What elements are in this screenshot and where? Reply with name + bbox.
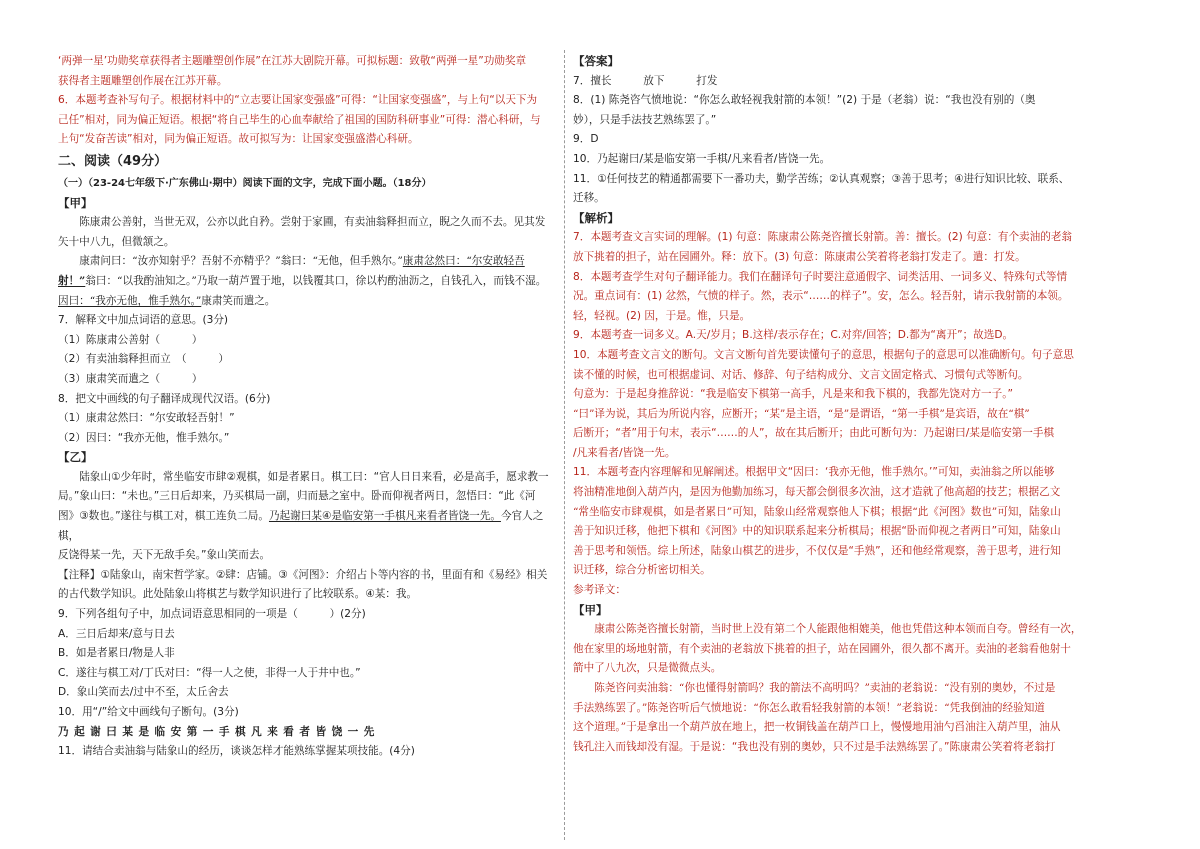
intro-line: ‘两弹一星’功勋奖章获得者主题雕塑创作展”在江苏大剧院开幕。可拟标题：致敬“两弹一星”功勋奖章 (58, 55, 527, 67)
analysis-10-line: 读不懂的时候，也可根据虚词、对话、修辞、句子结构成分、文言文固定格式、习惯句式等断句。 (573, 368, 1029, 381)
passage-yi-line (58, 507, 556, 546)
analysis-8-line: 况。重点词有：(1) 忿然，气愤的样子。然，表示“……的样子”。安，怎么。轻吾射，请示我射箭的本领。 (573, 290, 1069, 303)
passage-jia-line (58, 292, 556, 312)
analysis-7-line: 7．本题考查文言实词的理解。(1) 句意：陈康肃公陈尧咨擅长射箭。善：擅长。(2) 句意：有个卖油的老翁 (573, 231, 1073, 244)
translation-line: 康肃公陈尧咨擅长射箭，当时世上没有第二个人能跟他相媲美，他也凭借这种本领而自夸。曾经有一次， (594, 623, 1082, 636)
underlined-sentence: 乃起谢曰某④是临安第一手棋凡来看者皆饶一先。 (268, 510, 501, 523)
underlined-sentence: 射！” (58, 274, 86, 287)
translation-jia-label: 【甲】 (573, 602, 608, 617)
answer-11-line: 11．①任何技艺的精通都需要下一番功夫，勤学苦练；②认真观察；③善于思考；④进行知识比较、联系、 (573, 172, 1070, 185)
question-9-option: A．三日后却来/意与日去 (58, 627, 175, 640)
analysis-10-line: 后断开；“者”用于句末，表示“……的人”，故在其后断开；由此可断句为：乃起谢曰/某是临安第一手棋 (573, 427, 1055, 440)
question-7: 7．解释文中加点词语的意思。(3分) (58, 314, 229, 327)
analysis-11-line: “常坐临安市肆观棋，如是者累日”可知，陆象山经常观察他人下棋；根据“此《河图》数也”可知，陆象山 (573, 505, 1061, 518)
passage-yi-line: 局。”象山曰：“未也。”三日后却来，乃买棋局一副，归而悬之室中。卧而仰视者两日，忽悟曰：“此《河 (58, 490, 536, 503)
translation-line: 陈尧咨问卖油翁：“你也懂得射箭吗？我的箭法不高明吗？”卖油的老翁说：“没有别的奥妙，不过是 (594, 682, 1056, 694)
analysis-8-line: 8．本题考查学生对句子翻译能力。我们在翻译句子时要注意通假字、词类活用、一词多义、特殊句式等情 (573, 270, 1068, 283)
question-9-option: B．如是者累日/物是人非 (58, 647, 175, 660)
analysis-10-line: “曰”译为说，其后为所说内容，应断开；“某”是主语，“是”是谓语，“第一手棋”是宾语，故在“棋” (573, 407, 1030, 420)
question-8: 8．把文中画线的句子翻译成现代汉语。(6分) (58, 392, 271, 405)
q6-explanation-line: 6．本题考查补写句子。根据材料中的“立志要让国家变强盛”可得：“让国家变强盛”，与上句“以天下为 (58, 94, 538, 107)
question-9: 9．下列各组句子中，加点词语意思相同的一项是（ ）(2分) (58, 608, 366, 621)
underlined-sentence: 因曰：“我亦无他，惟手熟尔。” (58, 294, 202, 307)
answer-10: 10．乃起谢曰/某是临安第一手棋/凡来看者/皆饶一先。 (573, 152, 831, 165)
question-7-item: （1）陈康肃公善射（ ） (58, 333, 203, 346)
analysis-10-line: 句意为：于是起身推辞说：“我是临安下棋第一高手，凡是来和我下棋的，我都先饶对方一子。” (573, 388, 1014, 401)
question-10-text: 乃起谢曰某是临安第一手棋凡来看者皆饶一先 (58, 725, 380, 738)
analysis-11-line: 善于知识迁移，他把下棋和《河图》中的知识联系起来分析棋局；根据“卧而仰视之者两日”可知，陆象山 (573, 525, 1061, 538)
reference-translation-label: 参考译文： (573, 584, 626, 597)
question-11: 11．请结合卖油翁与陆象山的经历，谈谈怎样才能熟练掌握某项技能。(4分) (58, 745, 415, 758)
translation-line: 这个道理。”于是拿出一个葫芦放在地上，把一枚铜钱盖在葫芦口上，慢慢地用油勺舀油注入葫芦里，油从 (573, 721, 1061, 734)
text-run: 陈康肃公笑着将老翁打 (949, 740, 1056, 753)
text-run: 康肃问曰：“汝亦知射乎？吾射不亦精乎？”翁曰：“无他，但手熟尔。” (79, 255, 403, 268)
q6-explanation-line: 上句“发奋苦读”相对，同为偏正短语。故可拟写为：让国家变强盛潜心科研。 (58, 133, 419, 146)
analysis-11-line: 识迁移，综合分析密切相关。 (573, 564, 711, 577)
section-title: 二、阅读（49分） (58, 153, 168, 169)
passage-jia-line: 矢十中八九，但微颔之。 (58, 235, 175, 248)
underlined-sentence: 康肃忿然曰：“尔安敢轻吾 (402, 255, 525, 268)
text-run: 康肃笑而遣之。 (201, 294, 276, 307)
answer-8-line: 8．(1) 陈尧咨气愤地说：“你怎么敢轻视我射箭的本领！”(2) 于是（老翁）说：“我也没有别的（奥 (573, 94, 1036, 107)
translation-line: 手法熟练罢了。”陈尧咨听后气愤地说：“你怎么敢看轻我射箭的本领！”老翁说：“凭我倒油的经验知道 (573, 701, 1045, 714)
analysis-11-line: 11．本题考查内容理解和见解阐述。根据甲文“因曰：‘我亦无他，惟手熟尔。’”可知，卖油翁之所以能够 (573, 466, 1055, 479)
question-9-option: D．象山笑而去/过中不至，太丘舍去 (58, 686, 229, 699)
analysis-11-line: 善于思考和领悟。综上所述，陆象山棋艺的进步，不仅仅是“手熟”，还和他经常观察，善于思考，进行知 (573, 544, 1061, 557)
analysis-8-line: 轻，轻视。(2) 因，于是。惟，只是。 (573, 309, 751, 322)
text-run: 今官人之棋， (58, 510, 544, 542)
question-7-item: （2）有卖油翁释担而立 （ ） (58, 353, 229, 366)
analysis-11-line: 将油精准地倒入葫芦内，是因为他勤加练习，每天都会倒很多次油，这才造就了他高超的技艺；根据乙文 (573, 486, 1061, 499)
right-column (573, 52, 1105, 757)
q6-explanation-line: 己任”相对，同为偏正短语。根据“将自己毕生的心血奉献给了祖国的国防科研事业”可得：潜心科研，与 (58, 113, 541, 126)
text-run: 翁曰：“以我酌油知之。”乃取一葫芦置于地，以钱覆其口，徐以杓酌油沥之，自钱孔入，而钱不湿。 (85, 274, 547, 287)
sub-title: （一）（23-24七年级下·广东佛山·期中）阅读下面的文字，完成下面小题。（18分） (58, 177, 432, 189)
passage-yi-label: 【乙】 (58, 450, 93, 465)
translation-line (573, 738, 1105, 758)
answer-label: 【答案】 (573, 54, 619, 68)
intro-line: 获得者主题雕塑创作展在江苏开幕。 (58, 74, 228, 87)
question-9-option: C．遂往与棋工对/丁氏对曰：“得一人之使，非得一人于井中也。” (58, 666, 361, 679)
left-column (58, 52, 556, 762)
passage-jia-line (58, 252, 556, 272)
passage-yi-line: 反饶得某一先，天下无敌手矣。”象山笑而去。 (58, 549, 271, 562)
translation-line: 他在家里的场地射箭，有个卖油的老翁放下挑着的担子，站在园圃外，很久都不离开。卖油的老翁看他射十 (573, 642, 1071, 655)
passage-jia-line (58, 272, 556, 292)
column-divider (564, 50, 565, 840)
passage-jia-label: 【甲】 (58, 195, 93, 210)
analysis-10-line: /凡来看者/皆饶一先。 (573, 446, 676, 459)
question-8-item: （2）因曰：“我亦无他，惟手熟尔。” (58, 431, 230, 444)
passage-jia-line: 陈康肃公善射，当世无双，公亦以此自矜。尝射于家圃，有卖油翁释担而立，睨之久而不去。见其发 (79, 216, 546, 229)
question-7-item: （3）康肃笑而遣之（ ） (58, 372, 203, 385)
translation-line: 箭中了八九次，只是微微点头。 (573, 662, 722, 675)
notes-line: 的古代数学知识。此处陆象山将棋艺与数学知识进行了比较联系。④某：我。 (58, 588, 418, 601)
answer-9: 9．D (573, 133, 599, 146)
analysis-10-line: 10．本题考查文言文的断句。文言文断句首先要读懂句子的意思，根据句子的意思可以准确断句。句子意思 (573, 348, 1074, 361)
answer-8-line: 妙），只是手法技艺熟练罢了。” (573, 113, 717, 126)
analysis-9: 9．本题考查一词多义。A.天/岁月；B.这样/表示存在；C.对弈/回答；D.都为“离开”；故选D。 (573, 329, 1014, 342)
analysis-7-line: 放下挑着的担子，站在园圃外。释：放下。(3) 句意：陈康肃公笑着将老翁打发走了。遣：打发。 (573, 250, 1026, 263)
question-10: 10．用“/”给文中画线句子断句。(3分) (58, 706, 239, 718)
passage-yi-line: 陆象山①少年时，常坐临安市肆②观棋，如是者累日。棋工曰：“官人日日来看，必是高手，愿求教一 (79, 470, 549, 483)
question-8-item: （1）康肃忿然曰：“尔安敢轻吾射！” (58, 412, 235, 425)
answer-7: 7．擅长 放下 打发 (573, 74, 718, 87)
text-run: 图》③数也。”遂往与棋工对，棋工连负二局。 (58, 510, 269, 523)
answer-11-line: 迁移。 (573, 192, 605, 205)
analysis-label: 【解析】 (573, 210, 619, 225)
notes-line: 【注释】①陆象山，南宋哲学家。②肆：店铺。③《河图》：介绍占卜等内容的书，里面有和《易经》相关 (58, 568, 548, 581)
text-run: 钱孔注入而钱却没有湿。于是说：“我也没有别的奥妙，只不过是手法熟练罢了。” (573, 740, 950, 753)
